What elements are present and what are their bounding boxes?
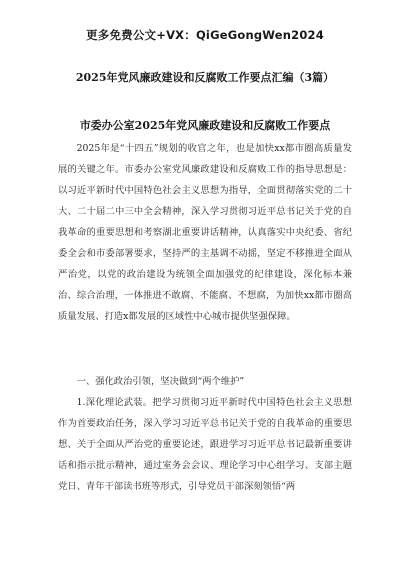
document-title: 2025年党风廉政建设和反腐败工作要点汇编（3篇） <box>75 71 335 84</box>
body-paragraph: 1.深化理论武装。把学习贯彻习近平新时代中国特色社会主义思想作为首要政治任务，深入学习习近平总书记关于党的自我革命的重要思想、关于全面从严治党的重要论述，跟进学习习近平总书记最新重要讲话和指示批示精神，通过室务会会议、理论学习中心组学习、支部主题党日、青年干部读书班等形式，引导党员干部深刻领悟“两 <box>58 397 352 492</box>
watermark-text: 更多免费公文+VX：QiGeGongWen2024 <box>86 28 324 42</box>
body-paragraph: 2025年是“十四五”规划的收官之年，也是加快xx都市圈高质量发展的关键之年。市委办公室党风廉政建设和反腐败工作的指导思想是：以习近平新时代中国特色社会主义思想为指导，全面贯彻落实党的二十大、二十届二中三中全会精神，深入学习贯彻习近平总书记关于党的自我革命的重要思想和考察湖北重要讲话精神，认真落实中央纪委、省纪委全会和市委部署要求，坚持严的主基调不动摇，坚定不移推进全面从严治党，以党的政治建设为统领全面加强党的纪律建设，深化标本兼治、综合治理，一体推进不敢腐、不能腐、不想腐，为加快xx都市圈高质量发展、打造x都发展的区域性中心城市提供坚强保障。 <box>58 143 352 322</box>
section-title: 市委办公室2025年党风廉政建设和反腐败工作要点 <box>79 119 331 132</box>
section-heading: 一、强化政治引领，坚决做到“两个维护” <box>76 376 245 387</box>
